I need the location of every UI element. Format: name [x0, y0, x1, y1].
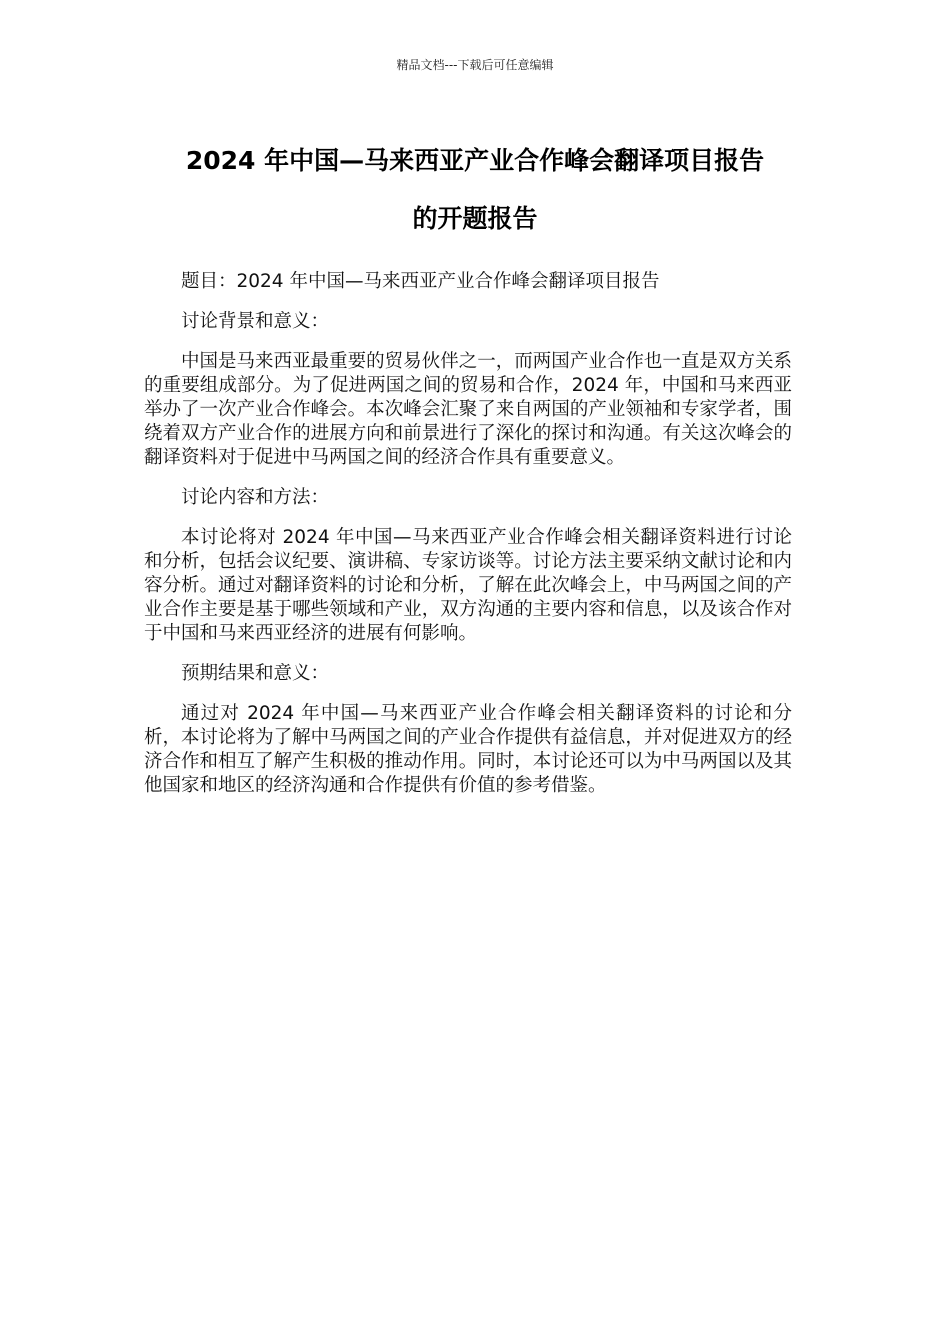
method-paragraph: 本讨论将对 2024 年中国—马来西亚产业合作峰会相关翻译资料进行讨论和分析，包括会议纪要、演讲稿、专家访谈等。讨论方法主要采纳文献讨论和内容分析。通过对翻译资料的讨论和分析，了解在此次峰会上，中马两国之间的产业合作主要是基于哪些领域和产业，双方沟通的主要内容和信息，以及该合作对于中国和马来西亚经济的进展有何影响。	[144, 527, 792, 644]
method-heading: 讨论内容和方法：	[181, 487, 330, 508]
background-paragraph: 中国是马来西亚最重要的贸易伙伴之一，而两国产业合作也一直是双方关系的重要组成部分。为了促进两国之间的贸易和合作，2024 年，中国和马来西亚举办了一次产业合作峰会。本次峰会汇聚了来自两国的产业领袖和专家学者，围绕着双方产业合作的进展方向和前景进行了深化的探讨和沟通。有关这次峰会的翻译资料对于促进中马两国之间的经济合作具有重要意义。	[144, 351, 792, 468]
document-title	[120, 132, 830, 248]
title-line-1: 2024 年中国—马来西亚产业合作峰会翻译项目报告	[185, 146, 765, 175]
result-heading: 预期结果和意义：	[181, 663, 330, 684]
title-line-2: 的开题报告	[412, 204, 538, 233]
document-body	[144, 270, 792, 814]
header-note: 精品文档---下载后可任意编辑	[396, 58, 554, 72]
background-heading: 讨论背景和意义：	[181, 311, 330, 332]
result-paragraph: 通过对 2024 年中国—马来西亚产业合作峰会相关翻译资料的讨论和分析，本讨论将为了解中马两国之间的产业合作提供有益信息，并对促进双方的经济合作和相互了解产生积极的推动作用。同时，本讨论还可以为中马两国以及其他国家和地区的经济沟通和合作提供有价值的参考借鉴。	[144, 703, 792, 796]
topic-line: 题目：2024 年中国—马来西亚产业合作峰会翻译项目报告	[181, 271, 660, 292]
